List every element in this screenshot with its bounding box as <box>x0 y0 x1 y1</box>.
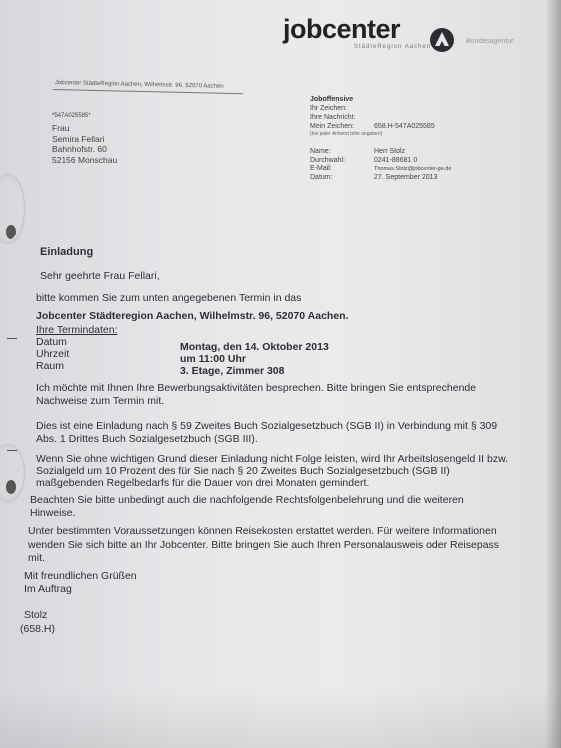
recipient-street: Bahnhofstr. 60 <box>52 144 107 154</box>
appointment-room-value: 3. Etage, Zimmer 308 <box>180 365 285 377</box>
contact-phone-value: 0241-88681 0 <box>374 156 418 164</box>
appointment-room-label: Raum <box>36 360 65 372</box>
signer-code: (658.H) <box>20 623 56 635</box>
department-name: Joboffensive <box>310 96 354 103</box>
para-travel-line1: Unter bestimmten Voraussetzungen können Reisekosten erstattet werden. Für weitere Informationen <box>28 525 497 537</box>
my-sign-value: 658.H-547A025585 <box>374 123 435 130</box>
punch-mark <box>7 450 17 451</box>
closing-regards: Mit freundlichen Grüßen <box>24 570 137 582</box>
contact-name-value: Herr Stolz <box>374 148 406 155</box>
letter-location: Jobcenter Städteregion Aachen, Wilhelmstr. 96, 52070 Aachen. <box>36 310 349 322</box>
appointment-time-value: um 11:00 Uhr <box>180 353 246 365</box>
binder-ring-top <box>0 175 24 243</box>
para-sanction-line2: Sozialgeld um 10 Prozent des für Sie nach § 20 Zweites Buch Sozialgesetzbuch (SGB II) <box>36 465 450 477</box>
closing-on-behalf: Im Auftrag <box>24 583 72 595</box>
my-sign-label: Mein Zeichen: <box>310 123 354 130</box>
contact-name-label: Name: <box>310 148 331 155</box>
binder-ring-bottom <box>0 445 24 501</box>
your-sign-label: Ihr Zeichen: <box>310 105 347 112</box>
paper-bottom-shadow <box>0 688 561 748</box>
paper-edge-shadow <box>545 0 561 748</box>
recipient-city: 52156 Monschau <box>52 154 118 165</box>
appointment-date-value: Montag, den 14. Oktober 2013 <box>180 341 329 353</box>
appointment-time-label: Uhrzeit <box>36 348 70 360</box>
para-notice-line2: Hinweise. <box>30 507 76 519</box>
appointment-date-label: Datum <box>36 336 67 348</box>
para-activities-line1: Ich möchte mit Ihnen Ihre Bewerbungsaktivitäten besprechen. Bitte bringen Sie entsprechende <box>36 382 477 394</box>
letter-intro: bitte kommen Sie zum unten angegebenen Termin in das <box>36 292 302 304</box>
letter-title: Einladung <box>40 246 94 258</box>
recipient-salutation: Frau <box>52 123 70 133</box>
return-address-line <box>53 89 243 94</box>
reference-note: (bei jeder Antwort bitte angeben) <box>310 131 383 137</box>
contact-date-label: Datum: <box>310 173 333 181</box>
para-sanction-line3: maßgebenden Regelbedarfs für die Dauer von drei Monaten gemindert. <box>36 477 370 489</box>
contact-phone-label: Durchwahl: <box>310 156 346 164</box>
contact-date-value: 27. September 2013 <box>374 173 438 181</box>
fold-mark <box>7 338 17 339</box>
para-travel-line2: wenden Sie sich bitte an Ihr Jobcenter. Bitte bringen Sie auch Ihren Personalausweis oder Reisepass <box>28 539 500 551</box>
logo-subtitle: StädteRegion Aachen <box>354 44 432 50</box>
recipient-ref: *547A025585* <box>52 113 91 119</box>
para-activities-line2: Nachweise zum Termin mit. <box>36 395 165 407</box>
recipient-name: Semira Fellari <box>52 133 105 144</box>
jobcenter-logo-text: jobcenter <box>283 14 401 44</box>
signer-name: Stolz <box>24 609 48 621</box>
return-address: Jobcenter StädteRegion Aachen, Wilhelmstr. 96, 52070 Aachen <box>54 80 224 90</box>
para-travel-line3: mit. <box>28 552 45 564</box>
para-notice-line1: Beachten Sie bitte unbedingt auch die nachfolgende Rechtsfolgenbelehrung und die weiteren <box>30 494 464 506</box>
your-message-label: Ihre Nachricht: <box>310 114 356 121</box>
para-sanction-line1: Wenn Sie ohne wichtigen Grund dieser Einladung nicht Folge leisten, wird Ihr Arbeitslosengeld II bzw. <box>36 453 508 465</box>
recipient-address <box>52 112 117 165</box>
letter-greeting: Sehr geehrte Frau Fellari, <box>40 270 160 282</box>
appointment-heading: Ihre Termindaten: <box>36 324 118 336</box>
partner-logo-text: Bundesagentur <box>466 38 514 45</box>
para-legal-basis-line2: Abs. 1 Drittes Buch Sozialgesetzbuch (SGB III). <box>36 433 258 445</box>
contact-email-label: E-Mail: <box>310 165 332 172</box>
jobcenter-logo-icon <box>429 27 455 53</box>
contact-email-value: Thomas.Stolz@jobcenter-ge.de <box>374 166 452 172</box>
para-legal-basis-line1: Dies ist eine Einladung nach § 59 Zweites Buch Sozialgesetzbuch (SGB II) in Verbindung mit § 309 <box>36 420 498 432</box>
